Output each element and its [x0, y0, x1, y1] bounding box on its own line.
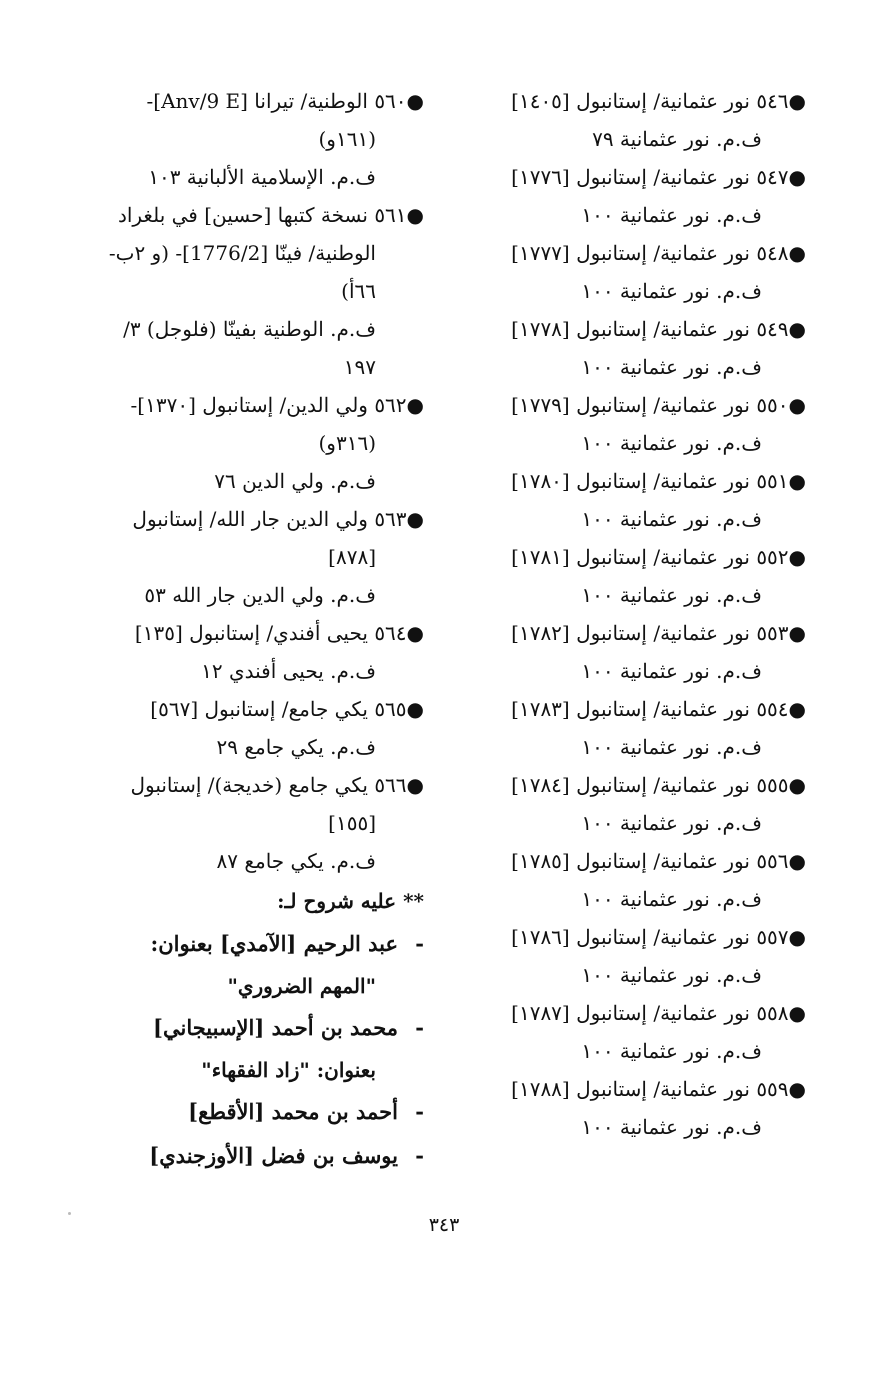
- commentary-amidi: [74, 922, 424, 1006]
- entry-reference: ف.م. نور عثمانية ١٠٠: [581, 583, 762, 607]
- entry-551: [446, 462, 806, 538]
- commentary-aqta: [74, 1090, 424, 1134]
- entry-continuation: (٣١٦و): [318, 431, 376, 455]
- dash-marker: -: [415, 1143, 424, 1168]
- entry-reference: ف.م. نور عثمانية ١٠٠: [581, 1115, 762, 1139]
- entry-reference: ف.م. نور عثمانية ١٠٠: [581, 431, 762, 455]
- entry-reference: ف.م. نور عثمانية ١٠٠: [581, 735, 762, 759]
- entry-heading: ●٥٥٢ نور عثمانية/ إستانبول [١٧٨١]: [511, 545, 806, 569]
- entry-reference: ف.م. يحيى أفندي ١٢: [201, 659, 376, 683]
- entry-heading: ●٥٦٠ الوطنية/ تيرانا [Anv/9 E]-: [146, 89, 424, 113]
- entry-550: [446, 386, 806, 462]
- entry-reference: ف.م. يكي جامع ٨٧: [216, 849, 376, 873]
- entry-heading: ●٥٥٦ نور عثمانية/ إستانبول [١٧٨٥]: [511, 849, 806, 873]
- entry-heading: ●٥٥٨ نور عثمانية/ إستانبول [١٧٨٧]: [511, 1001, 806, 1025]
- entry-heading: ●٥٦٢ ولي الدين/ إستانبول [١٣٧٠]-: [130, 393, 424, 417]
- entry-heading: ●٥٥١ نور عثمانية/ إستانبول [١٧٨٠]: [511, 469, 806, 493]
- entry-562: [74, 386, 424, 500]
- entry-continuation: ٦٦أ): [341, 279, 376, 303]
- entry-continuation: الوطنية/ فينّا [1776/2]- (و ٢ب-: [108, 241, 376, 265]
- entry-heading: ●٥٦٥ يكي جامع/ إستانبول [٥٦٧]: [150, 697, 424, 721]
- entry-reference: ف.م. نور عثمانية ١٠٠: [581, 1039, 762, 1063]
- entry-heading: ●٥٥٩ نور عثمانية/ إستانبول [١٧٨٨]: [511, 1077, 806, 1101]
- entry-heading: ●٥٥٤ نور عثمانية/ إستانبول [١٧٨٣]: [511, 697, 806, 721]
- commentary-text: يوسف بن فضل [الأوزجندي]: [149, 1143, 398, 1168]
- commentary-text: محمد بن أحمد [الإسبيجاني]: [153, 1015, 398, 1040]
- entry-reference: ف.م. نور عثمانية ١٠٠: [581, 279, 762, 303]
- left-column: [74, 82, 424, 1178]
- commentary-line: [74, 1090, 424, 1134]
- entry-continuation: [١٥٥]: [328, 811, 376, 835]
- entry-reference: ف.م. نور عثمانية ١٠٠: [581, 203, 762, 227]
- commentary-line: [74, 1134, 424, 1178]
- entry-564: [74, 614, 424, 690]
- entry-reference: ف.م. الوطنية بفينّا (فلوجل) ٣/: [123, 317, 376, 341]
- entry-heading: ●٥٦٦ يكي جامع (خديجة)/ إستانبول: [130, 773, 424, 797]
- entry-reference-continuation: ١٩٧: [343, 355, 376, 379]
- dash-marker: -: [415, 931, 424, 956]
- entry-552: [446, 538, 806, 614]
- entry-reference: ف.م. نور عثمانية ١٠٠: [581, 355, 762, 379]
- commentary-title: "المهم الضروري": [227, 974, 376, 998]
- commentary-text: عبد الرحيم [الآمدي] بعنوان:: [150, 931, 398, 956]
- commentary-isbijani: [74, 1006, 424, 1090]
- entry-560: [74, 82, 424, 196]
- entry-heading: ●٥٤٦ نور عثمانية/ إستانبول [١٤٠٥]: [511, 89, 806, 113]
- entry-547: [446, 158, 806, 234]
- entry-559: [446, 1070, 806, 1146]
- entry-549: [446, 310, 806, 386]
- commentary-line: [74, 922, 424, 966]
- entry-heading: ●٥٥٧ نور عثمانية/ إستانبول [١٧٨٦]: [511, 925, 806, 949]
- entry-reference: ف.م. نور عثمانية ٧٩: [592, 127, 762, 151]
- entry-heading: ●٥٤٨ نور عثمانية/ إستانبول [١٧٧٧]: [511, 241, 806, 265]
- entry-heading: ●٥٦١ نسخة كتبها [حسين] في بلغراد: [117, 203, 424, 227]
- entry-546: [446, 82, 806, 158]
- dash-marker: -: [415, 1099, 424, 1124]
- entry-reference: ف.م. نور عثمانية ١٠٠: [581, 887, 762, 911]
- commentary-title: بعنوان: "زاد الفقهاء": [201, 1058, 376, 1082]
- entry-548: [446, 234, 806, 310]
- commentary-uzjandi: [74, 1134, 424, 1178]
- entry-561: [74, 196, 424, 386]
- entry-558: [446, 994, 806, 1070]
- commentaries-header: ** عليه شروح لـ:: [277, 889, 424, 913]
- entry-heading: ●٥٤٧ نور عثمانية/ إستانبول [١٧٧٦]: [511, 165, 806, 189]
- entry-reference: ف.م. ولي الدين جار الله ٥٣: [144, 583, 376, 607]
- entry-reference: ف.م. نور عثمانية ١٠٠: [581, 507, 762, 531]
- entry-reference: ف.م. الإسلامية الألبانية ١٠٣: [148, 165, 376, 189]
- entry-heading: ●٥٦٤ يحيى أفندي/ إستانبول [١٣٥]: [134, 621, 424, 645]
- entry-555: [446, 766, 806, 842]
- entry-565: [74, 690, 424, 766]
- scan-speck: [68, 1212, 71, 1215]
- entry-heading: ●٥٥٠ نور عثمانية/ إستانبول [١٧٧٩]: [511, 393, 806, 417]
- entry-reference: ف.م. يكي جامع ٢٩: [216, 735, 376, 759]
- entry-heading: ●٥٥٣ نور عثمانية/ إستانبول [١٧٨٢]: [511, 621, 806, 645]
- entry-563: [74, 500, 424, 614]
- right-column: [446, 82, 806, 1146]
- entry-heading: ●٥٤٩ نور عثمانية/ إستانبول [١٧٧٨]: [511, 317, 806, 341]
- entry-reference: ف.م. نور عثمانية ١٠٠: [581, 811, 762, 835]
- entry-557: [446, 918, 806, 994]
- entry-566: [74, 766, 424, 880]
- entry-continuation: [٨٧٨]: [328, 545, 376, 569]
- page-number: ٣٤٣: [428, 1214, 460, 1236]
- dash-marker: -: [415, 1015, 424, 1040]
- commentary-text: أحمد بن محمد [الأقطع]: [188, 1099, 398, 1124]
- entry-continuation: (١٦١و): [318, 127, 376, 151]
- entry-553: [446, 614, 806, 690]
- entry-reference: ف.م. ولي الدين ٧٦: [214, 469, 376, 493]
- commentary-line: [74, 1006, 424, 1050]
- entry-reference: ف.م. نور عثمانية ١٠٠: [581, 963, 762, 987]
- entry-556: [446, 842, 806, 918]
- entry-554: [446, 690, 806, 766]
- entry-heading: ●٥٦٣ ولي الدين جار الله/ إستانبول: [132, 507, 424, 531]
- entry-reference: ف.م. نور عثمانية ١٠٠: [581, 659, 762, 683]
- entry-heading: ●٥٥٥ نور عثمانية/ إستانبول [١٧٨٤]: [511, 773, 806, 797]
